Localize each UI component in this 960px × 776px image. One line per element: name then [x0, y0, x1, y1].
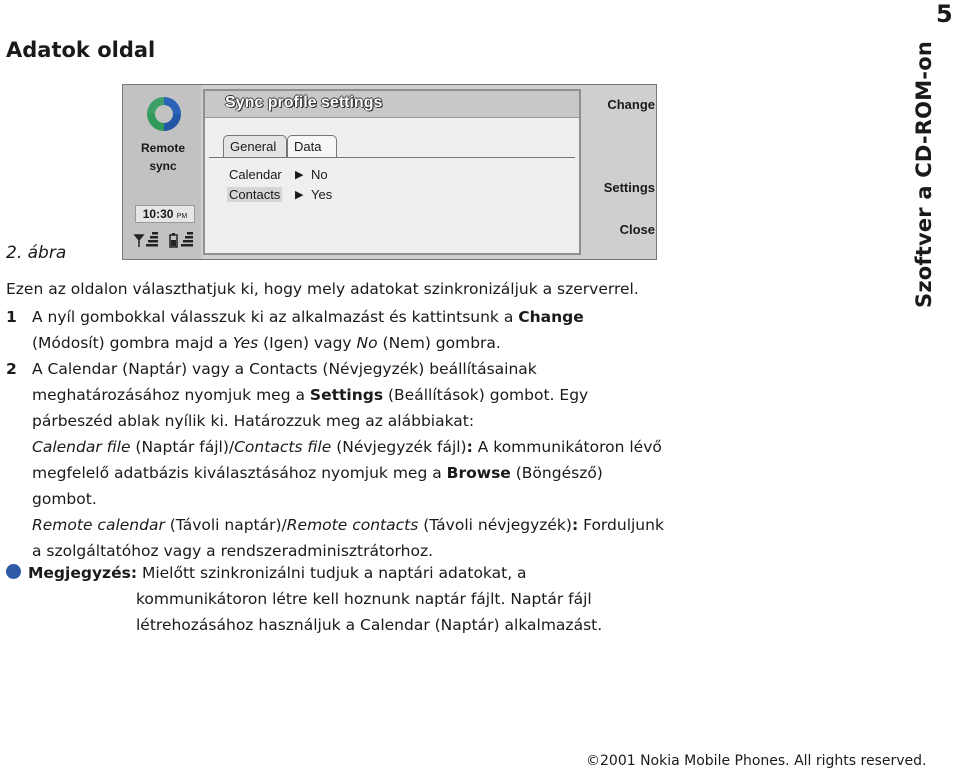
text: (Igen) vagy	[258, 334, 357, 352]
text: meghatározásához nyomjuk meg a	[32, 386, 310, 404]
text: Forduljunk	[578, 516, 664, 534]
contacts-file-term: Contacts file	[234, 438, 332, 456]
figure-caption: 2. ábra	[6, 243, 67, 263]
no-term: No	[356, 334, 378, 352]
note-icon	[6, 564, 21, 579]
text: (Távoli névjegyzék)	[418, 516, 572, 534]
calendar-file-term: Calendar file	[32, 438, 131, 456]
note-line1	[28, 560, 527, 586]
setting-row-calendar[interactable]	[205, 167, 579, 187]
colon: :	[571, 516, 579, 534]
section-title: Adatok oldal	[6, 38, 156, 62]
text: (Távoli naptár)/	[164, 516, 287, 534]
app-name	[127, 139, 199, 175]
tab-general[interactable]: General	[223, 135, 287, 157]
dialog-title: Sync profile settings	[225, 94, 383, 111]
copyright: ©2001 Nokia Mobile Phones. All rights reserved.	[586, 753, 927, 769]
text: (Böngésző)	[510, 464, 603, 482]
side-title: Szoftver a CD-ROM-on	[912, 41, 936, 308]
remote-calendar-term: Remote calendar	[32, 516, 165, 534]
step-1-number	[6, 304, 17, 330]
browse-term: Browse	[446, 464, 511, 482]
step-1-line2	[32, 330, 501, 356]
right-arrow-icon: ▶	[295, 189, 304, 201]
text: Mielőtt szinkronizálni tudjuk a naptári adatokat, a	[137, 564, 527, 582]
note-line2: kommunikátoron létre kell hoznunk naptár fájlt. Naptár fájl	[136, 590, 592, 608]
text: (Névjegyzék fájl)	[331, 438, 467, 456]
step-2-line5	[32, 460, 603, 486]
text: (Nem) gombra.	[377, 334, 501, 352]
settings-button[interactable]: Settings	[603, 180, 655, 195]
setting-row-contacts[interactable]	[205, 187, 579, 207]
dialog-title-bar	[205, 91, 579, 118]
change-term: Change	[518, 308, 584, 326]
battery-icon	[167, 231, 197, 249]
tab-data[interactable]: Data	[287, 135, 337, 157]
intro-paragraph: Ezen az oldalon választhatjuk ki, hogy mely adatokat szinkronizáljuk a szerverrel.	[6, 280, 639, 298]
step-2-line8: a szolgáltatóhoz vagy a rendszeradminisztrátorhoz.	[32, 542, 434, 560]
app-panel	[123, 85, 201, 259]
setting-label: Contacts	[229, 187, 281, 202]
colon: :	[466, 438, 473, 456]
sync-profile-dialog	[203, 89, 581, 255]
close-button[interactable]: Close	[619, 222, 655, 237]
change-button[interactable]: Change	[607, 97, 655, 112]
step-2-line4	[32, 434, 662, 460]
yes-term: Yes	[232, 334, 259, 352]
remote-sync-icon	[143, 93, 185, 135]
device-screenshot	[122, 84, 657, 260]
step-2-number	[6, 356, 17, 382]
clock-time: 10:30	[142, 207, 174, 221]
right-arrow-icon: ▶	[295, 169, 304, 181]
setting-value: Yes	[311, 187, 333, 202]
clock-ampm: PM	[176, 213, 188, 220]
step-number: 2	[6, 360, 17, 378]
settings-term: Settings	[309, 386, 384, 404]
note-label: Megjegyzés:	[28, 564, 138, 582]
step-2-line3: párbeszéd ablak nyílik ki. Határozzuk meg az alábbiakat:	[32, 412, 475, 430]
tab-divider	[209, 157, 575, 158]
text: A nyíl gombokkal válasszuk ki az alkalmazást és kattintsunk a	[32, 308, 519, 326]
text: A kommunikátoron lévő	[472, 438, 662, 456]
note-line3: létrehozásához használjuk a Calendar (Naptár) alkalmazást.	[136, 616, 603, 634]
text: megfelelő adatbázis kiválasztásához nyomjuk meg a	[32, 464, 447, 482]
step-2-line6: gombot.	[32, 490, 97, 508]
text: (Naptár fájl)/	[130, 438, 235, 456]
remote-contacts-term: Remote contacts	[286, 516, 419, 534]
setting-label: Calendar	[229, 167, 282, 182]
step-2-line1: A Calendar (Naptár) vagy a Contacts (Névjegyzék) beállításainak	[32, 360, 537, 378]
setting-value: No	[311, 167, 328, 182]
page-number: 5	[936, 0, 953, 28]
app-name-line2: sync	[149, 159, 177, 173]
step-1-line1	[32, 304, 584, 330]
text: (Módosít) gombra majd a	[32, 334, 233, 352]
app-name-line1: Remote	[140, 141, 185, 155]
signal-strength-icon	[133, 231, 163, 249]
clock	[135, 205, 195, 223]
step-2-line2	[32, 382, 588, 408]
step-2-line7	[32, 512, 664, 538]
text: (Beállítások) gombot. Egy	[383, 386, 589, 404]
step-number: 1	[6, 308, 17, 326]
